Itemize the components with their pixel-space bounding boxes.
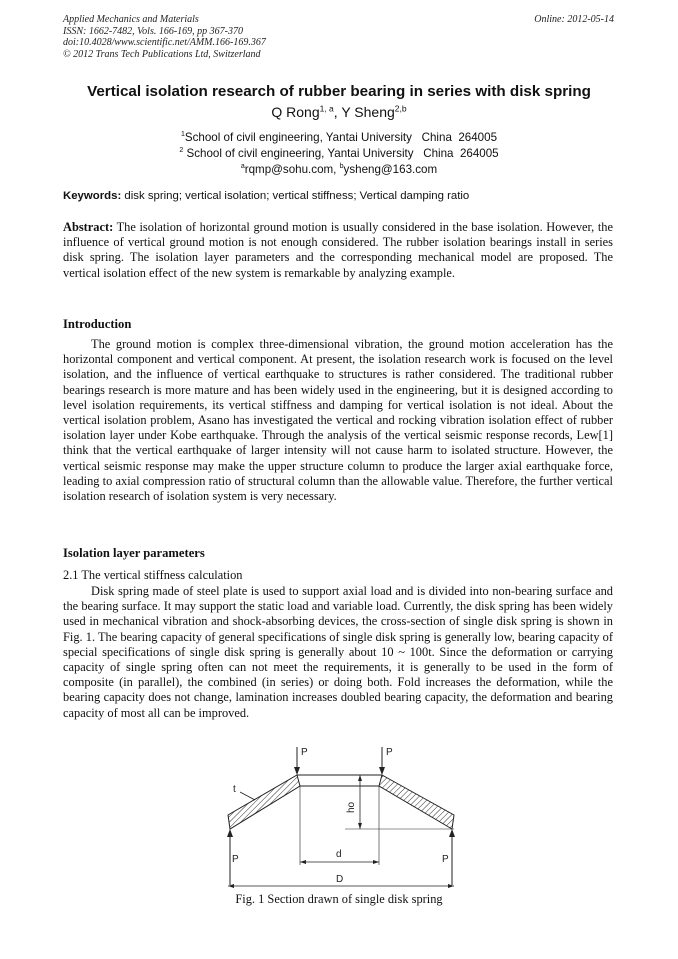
affiliation-2 — [0, 147, 678, 160]
author-affiliation-mark: 2,b — [394, 103, 407, 114]
abstract-label: Abstract: — [63, 220, 114, 234]
label-thickness-t: t — [233, 784, 236, 795]
email-mark: a — [240, 163, 245, 171]
arrow-head — [358, 775, 362, 781]
disk-spring-right-section — [379, 775, 454, 829]
arrow-head — [373, 860, 379, 864]
disk-spring-figure — [210, 745, 472, 893]
issn-line: ISSN: 1662-7482, Vols. 166-169, pp 367-370 — [63, 25, 243, 37]
figure-caption: Fig. 1 Section drawn of single disk spring — [235, 892, 443, 906]
label-p-top-left: P — [301, 747, 308, 758]
label-d: d — [336, 849, 342, 860]
label-p-bottom-left: P — [232, 854, 239, 865]
paper-title: Vertical isolation research of rubber bearing in series with disk spring — [87, 83, 591, 100]
author-affiliation-mark: 1, a — [319, 103, 334, 114]
copyright-line: © 2012 Trans Tech Publications Ltd, Switzerland — [63, 48, 261, 60]
arrow-head — [448, 884, 454, 888]
doi-line: doi:10.4028/www.scientific.net/AMM.166-169.367 — [63, 37, 266, 48]
arrow-head — [449, 829, 455, 837]
author-line — [0, 104, 678, 120]
affiliation-text: School of civil engineering, Yantai University China 264005 — [183, 147, 499, 160]
arrow-head — [227, 829, 233, 837]
arrow-head — [379, 767, 385, 775]
abstract-text: The isolation of horizontal ground motion is usually considered in the base isolation. However, the influence of vertical ground motion is not enough considered. The rubber isolation bearings install in series disk spring. The isolation layer parameters and the corresponding mechanical model are proposed. The vertical isolation effect of the new system is remarkable by analyzing example. — [63, 220, 613, 280]
affiliation-mark: 1 — [180, 131, 185, 139]
subsection-heading: 2.1 The vertical stiffness calculation — [63, 568, 243, 582]
email-line — [0, 163, 678, 176]
email-address[interactable]: rqmp@sohu.com, — [244, 163, 340, 176]
affiliation-text: School of civil engineering, Yantai University China 264005 — [184, 131, 498, 144]
label-D: D — [336, 874, 344, 885]
label-h0: ho — [346, 801, 357, 813]
affiliation-mark: 2 — [179, 147, 184, 155]
thickness-leader — [240, 792, 255, 800]
label-p-top-right: P — [386, 747, 393, 758]
online-date: Online: 2012-05-14 — [534, 14, 614, 25]
arrow-head — [294, 767, 300, 775]
arrow-head — [300, 860, 306, 864]
keywords-label: Keywords: — [63, 190, 122, 202]
author-name: Y Sheng — [341, 104, 395, 120]
introduction-paragraph: The ground motion is complex three-dimensional vibration, the ground motion acceleration has the horizontal component and vertical component. At present, the isolation research work is focused on the level isolation, and the influence of vertical earthquake to structures is rather considered. The traditional rubber bearings research is more mature and has been widely used in the engineering, but it is designed according to level isolation requirements, its vertical stiffness and damping for vertical isolation is not ideal. About the vertical isolation problem, Asano has investigated the vertical and rocking vibration isolation effect of rubber isolation layer under Kobe earthquake. Through the analysis of the vertical seismic response records, Lew[1] think that the vertical earthquake of larger intensity will not cause harm to isolated structure. However, the vertical seismic response may make the upper structure column to produce the larger axial earthquake force, leading to axial compression ratio of structural column than the allowable value. Therefore, the further vertical isolation research of isolation system is very necessary. — [63, 337, 613, 504]
abstract — [63, 220, 613, 281]
author-name: Q Rong — [271, 104, 320, 120]
keywords — [63, 190, 469, 202]
label-p-bottom-right: P — [442, 854, 449, 865]
arrow-head — [358, 823, 362, 829]
disk-spring-left-section — [228, 775, 300, 829]
section-heading-introduction: Introduction — [63, 317, 132, 331]
journal-name: Applied Mechanics and Materials — [63, 14, 199, 25]
email-mark: b — [339, 163, 344, 171]
email-address[interactable]: ysheng@163.com — [343, 163, 438, 176]
author-separator: , — [333, 104, 342, 120]
section-heading-isolation: Isolation layer parameters — [63, 546, 205, 560]
arrow-head — [228, 884, 234, 888]
keywords-text: disk spring; vertical isolation; vertical stiffness; Vertical damping ratio — [121, 190, 470, 202]
isolation-paragraph: Disk spring made of steel plate is used to support axial load and is divided into non-bearing surface and the bearing surface. It may support the static load and variable load. Currently, the disk spring has been widely used in mechanical vibration and shock-absorbing devices, the cross-section of single disk spring is shown in Fig. 1. The bearing capacity of general specifications of single disk spring is generally low, bearing capacity of special specifications of single disk spring is generally about 10 ~ 100t. Since the deformation or carrying capacity of single spring often can not meet the requirements, it is generally to be used in the form of composite (in parallel), the combined (in series) or doing both. Fold increases the deformation, while the bearing capacity does not change, lamination increases doubled bearing capacity, the deformation and bearing capacity of most all can be improved. — [63, 584, 613, 720]
journal-header — [63, 14, 266, 60]
affiliation-1 — [0, 131, 678, 144]
